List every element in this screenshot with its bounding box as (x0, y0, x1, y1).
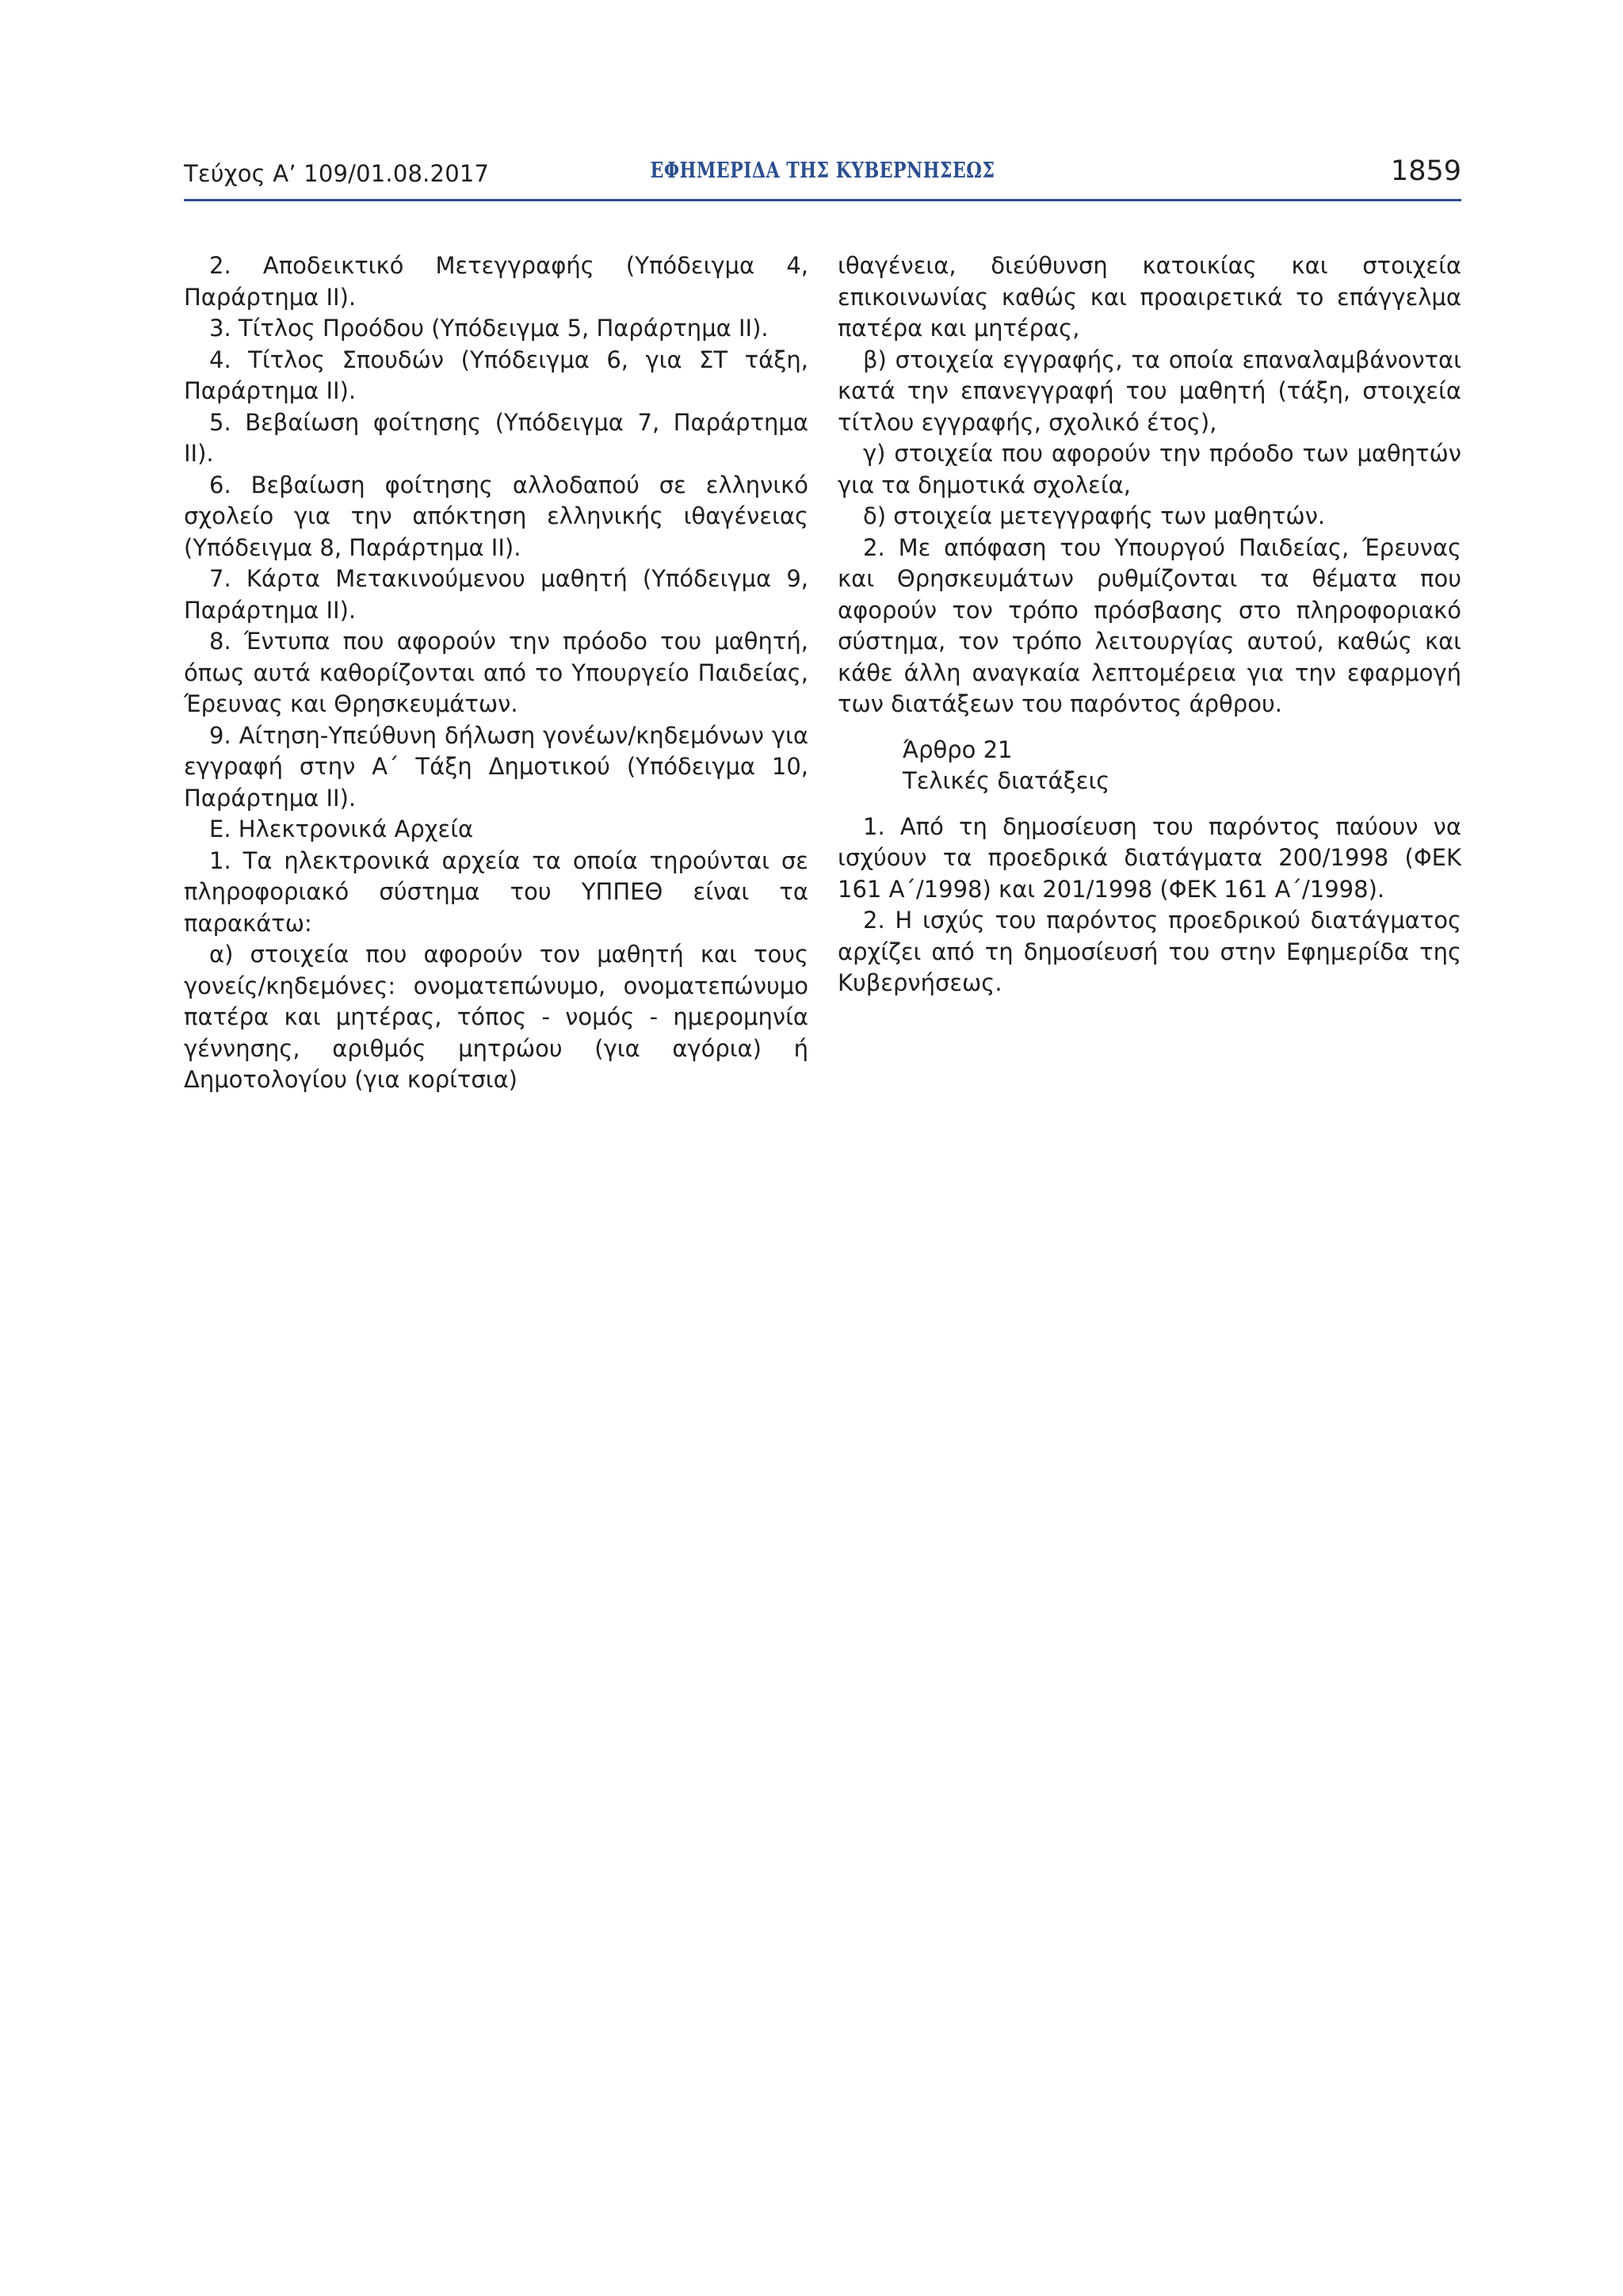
paragraph: 5. Βεβαίωση φοίτησης (Υπόδειγμα 7, Παράρτημα ΙΙ). (184, 408, 808, 467)
gazette-title: ΕΦΗΜΕΡΙΔΑ ΤΗΣ ΚΥΒΕΡΝΗΣΕΩΣ (650, 159, 995, 183)
right-column (838, 250, 1461, 999)
paragraph: 2. Με απόφαση του Υπουργού Παιδείας, Έρευνας και Θρησκευμάτων ρυθμίζονται τα θέματα που αφορούν τον τρόπο πρόσβασης στο πληροφοριακό σύστημα, τον τρόπο λειτουργίας αυτού, καθώς και κάθε άλλη αναγκαία λεπτομέρεια για την εφαρμογή των διατάξεων του παρόντος άρθρου. (838, 533, 1461, 717)
paragraph: 2. Αποδεικτικό Μετεγγραφής (Υπόδειγμα 4, Παράρτημα ΙΙ). (184, 252, 808, 311)
paragraph: 6. Βεβαίωση φοίτησης αλλοδαπού σε ελληνικό σχολείο για την απόκτηση ελληνικής ιθαγένειας (Υπόδειγμα 8, Παράρτημα ΙΙ). (184, 471, 808, 561)
paragraph: 7. Κάρτα Μετακινούμενου μαθητή (Υπόδειγμα 9, Παράρτημα ΙΙ). (184, 565, 808, 624)
paragraph: 2. Η ισχύς του παρόντος προεδρικού διατάγματος αρχίζει από τη δημοσίευσή του στην Εφημερίδα της Κυβερνήσεως. (838, 907, 1461, 996)
paragraph: γ) στοιχεία που αφορούν την πρόοδο των μαθητών για τα δημοτικά σχολεία, (838, 440, 1461, 499)
paragraph: 9. Αίτηση-Υπεύθυνη δήλωση γονέων/κηδεμόνων για εγγραφή στην Α΄ Τάξη Δημοτικού (Υπόδειγμα 10, Παράρτημα ΙΙ). (184, 721, 808, 812)
paragraph: 1. Τα ηλεκτρονικά αρχεία τα οποία τηρούνται σε πληροφοριακό σύστημα του ΥΠΠΕΘ είναι τα παρακάτω: (184, 846, 808, 937)
issue-label: Τεύχος Α’ 109/01.08.2017 (184, 160, 490, 187)
paragraph: β) στοιχεία εγγραφής, τα οποία επαναλαμβάνονται κατά την επανεγγραφή του μαθητή (τάξη, στοιχεία τίτλου εγγραφής, σχολικό έτος), (838, 346, 1461, 436)
paragraph: 8. Έντυπα που αφορούν την πρόοδο του μαθητή, όπως αυτά καθορίζονται από το Υπουργείο Παιδείας, Έρευνας και Θρησκευμάτων. (184, 628, 808, 717)
left-column (184, 250, 808, 1096)
article-title: Τελικές διατάξεις (903, 767, 1110, 794)
paragraph: α) στοιχεία που αφορούν τον μαθητή και τους γονείς/κηδεμόνες: ονοματεπώνυμο, ονοματεπώνυμο πατέρα και μητέρας, τόπος - νομός - ημερομηνία γέννησης, αριθμός μητρώου (για αγόρια) ή Δημοτολογίου (για κορίτσια) (184, 941, 808, 1093)
page-number: 1859 (1390, 155, 1461, 187)
paragraph: 3. Τίτλος Προόδου (Υπόδειγμα 5, Παράρτημα ΙΙ). (209, 315, 769, 342)
paragraph: 4. Τίτλος Σπουδών (Υπόδειγμα 6, για ΣΤ τάξη, Παράρτημα ΙΙ). (184, 346, 808, 404)
header-rule (184, 199, 1461, 201)
page-header (184, 155, 1461, 201)
article-number: Άρθρο 21 (903, 735, 1013, 763)
paragraph: δ) στοιχεία μετεγγραφής των μαθητών. (863, 502, 1326, 529)
paragraph: 1. Από τη δημοσίευση του παρόντος παύουν να ισχύουν τα προεδρικά διατάγματα 200/1998 (ΦΕΚ 161 Α΄/1998) και 201/1998 (ΦΕΚ 161 Α΄/1998). (838, 812, 1461, 903)
section-heading: Ε. Ηλεκτρονικά Αρχεία (209, 816, 474, 842)
paragraph: ιθαγένεια, διεύθυνση κατοικίας και στοιχεία επικοινωνίας καθώς και προαιρετικά το επάγγελμα πατέρα και μητέρας, (838, 252, 1461, 342)
